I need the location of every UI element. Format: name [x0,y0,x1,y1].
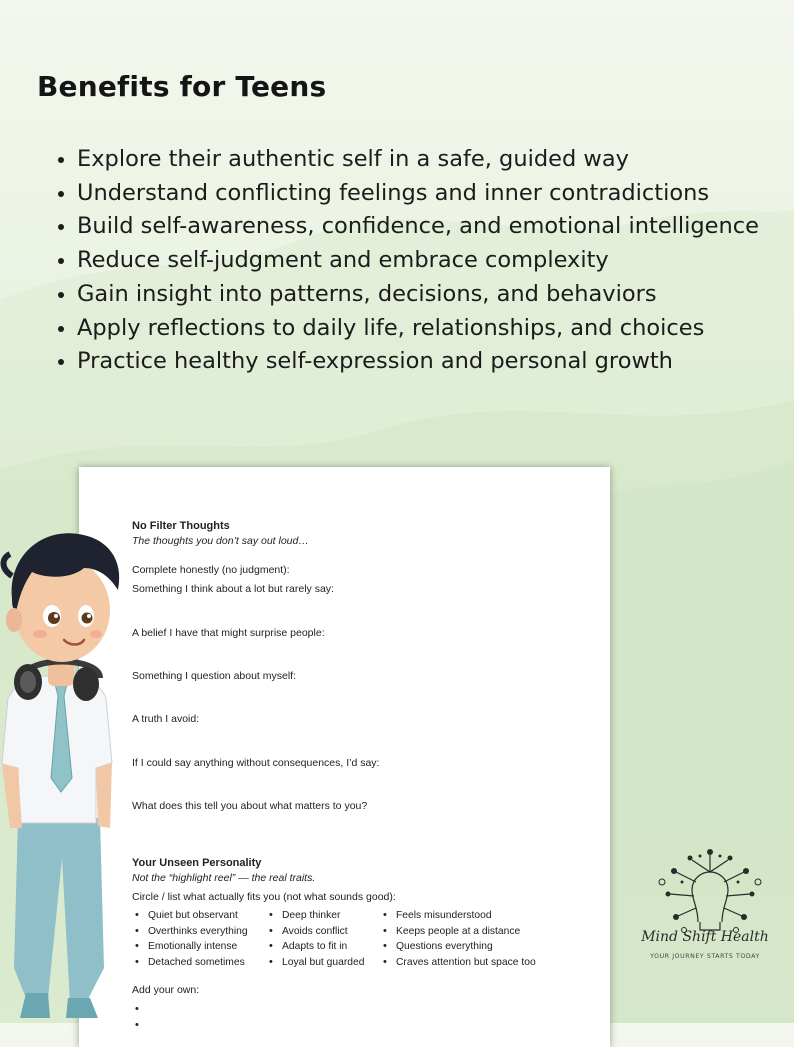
trait-item: • Deep thinker [269,908,364,924]
teen-boy-illustration [0,528,130,1023]
benefit-item: • Practice healthy self-expression and personal growth [77,345,794,379]
instruction-text: Complete honestly (no judgment): [132,564,290,576]
brand-name: Mind Shift Health [641,929,769,945]
prompt-text: Something I question about myself: [132,670,297,682]
page-title: Benefits for Teens [37,70,327,103]
trait-item: • Adapts to fit in [269,939,364,955]
section-title: No Filter Thoughts [132,520,230,532]
trait-item: • Loyal but guarded [269,955,364,971]
trait-item: • Avoids conflict [269,924,364,940]
trait-item: • Detached sometimes [135,955,248,971]
blank-item [135,1002,148,1018]
prompt-text: A belief I have that might surprise people: [132,627,325,639]
traits-column [383,908,536,970]
trait-item: • Keeps people at a distance [383,924,536,940]
trait-item: • Feels misunderstood [383,908,536,924]
brand-tagline: YOUR JOURNEY STARTS TODAY [650,953,760,960]
instruction-text: Circle / list what actually fits you (not what sounds good): [132,891,396,903]
prompt-text: Something I think about a lot but rarely say: [132,583,334,595]
trait-item: • Emotionally intense [135,939,248,955]
benefit-item: • Reduce self-judgment and embrace complexity [77,244,794,278]
brain-tree-logo-icon [640,842,780,967]
add-own-label: Add your own: [132,984,200,996]
prompt-text: What does this tell you about what matters to you? [132,800,368,812]
prompt-text: A truth I avoid: [132,713,200,725]
benefit-item: • Gain insight into patterns, decisions, and behaviors [77,278,794,312]
traits-column [269,908,364,970]
trait-item: • Overthinks everything [135,924,248,940]
section-subtitle: Not the “highlight reel” — the real traits. [132,872,316,884]
benefit-item: • Understand conflicting feelings and inner contradictions [77,177,794,211]
trait-item: • Craves attention but space too [383,955,536,971]
worksheet-preview [79,467,610,1047]
benefit-item: • Explore their authentic self in a safe, guided way [77,143,794,177]
blank-item [135,1018,148,1034]
section-subtitle: The thoughts you don’t say out loud… [132,535,309,547]
trait-item: • Questions everything [383,939,536,955]
blank-bullets [135,1002,148,1033]
section-title: Your Unseen Personality [132,857,262,869]
benefit-item: • Build self-awareness, confidence, and emotional intelligence [77,210,794,244]
benefits-list [54,143,794,379]
trait-item: • Quiet but observant [135,908,248,924]
prompt-text: If I could say anything without consequences, I’d say: [132,757,380,769]
benefit-item: • Apply reflections to daily life, relationships, and choices [77,312,794,346]
traits-column [135,908,248,970]
